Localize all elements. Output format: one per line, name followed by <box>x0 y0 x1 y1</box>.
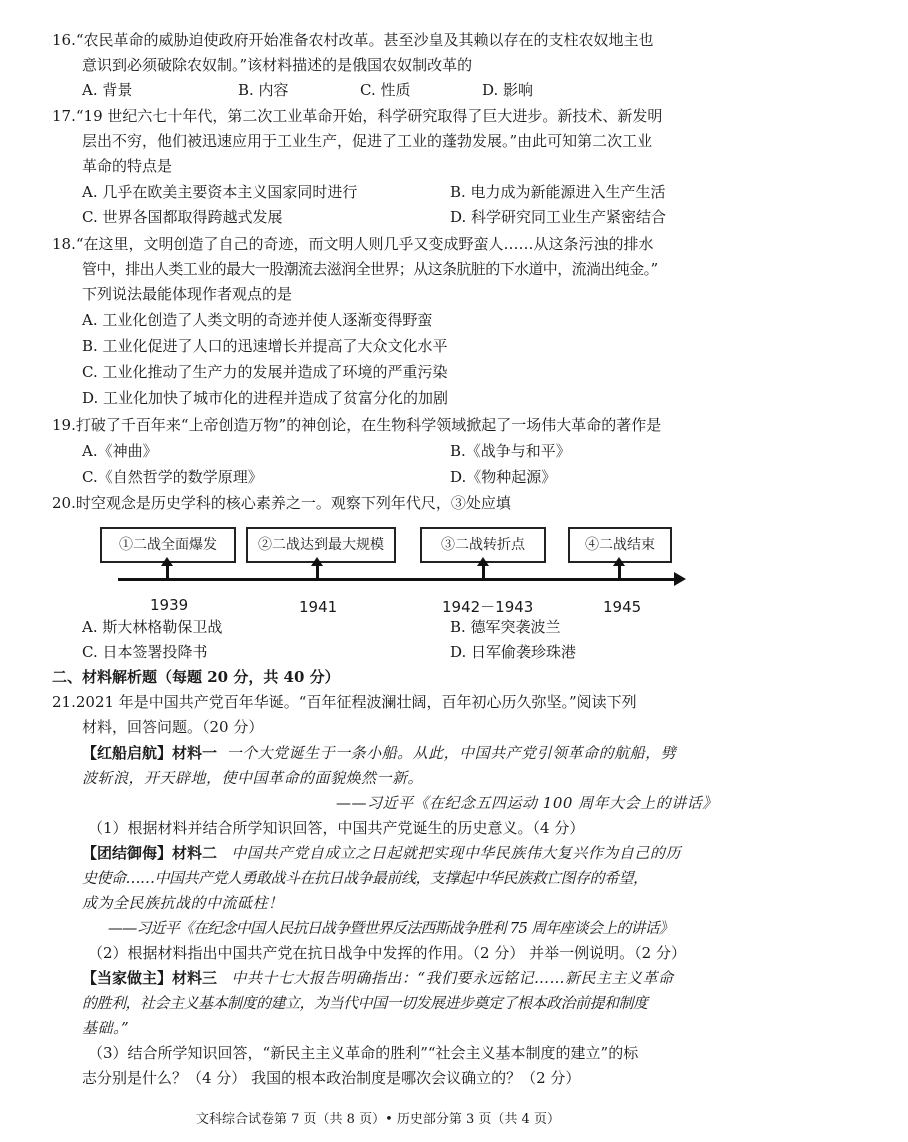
material-2-text3: 成为全民族抗战的中流砥柱！ <box>82 894 284 912</box>
material-1-source: ——习近平《在纪念五四运动 100 周年大会上的讲话》 <box>336 794 718 812</box>
q20-number: 20. <box>52 494 76 512</box>
material-2-label: 材料二 <box>172 844 218 862</box>
timeline-year-1: 1939 <box>150 596 189 614</box>
material-2-tag: 【团结御侮】 <box>82 844 173 862</box>
material-1-label: 材料一 <box>172 744 218 762</box>
q20-stem-text1: 时空观念是历史学科的核心素养之一。观察下列年代尺，③处应填 <box>75 494 511 512</box>
q21-stem-text1: 2021 年是中国共产党百年华诞。“百年征程波澜壮阔，百年初心历久弥坚。”阅读下列 <box>75 693 637 711</box>
material-1-line1 <box>82 743 676 763</box>
material-3-text3: 基础。” <box>82 1019 130 1037</box>
q16-option-d: D. 影响 <box>482 81 534 99</box>
q21-number: 21. <box>52 693 76 711</box>
timeline-year-3: 1942－1943 <box>442 598 534 616</box>
timeline-year-4: 1945 <box>603 598 642 616</box>
timeline-up-arrow-1 <box>166 565 169 579</box>
q19-stem-line1 <box>52 415 661 435</box>
material-1-tag: 【红船启航】 <box>82 744 173 762</box>
q17-option-c: C. 世界各国都取得跨越式发展 <box>82 208 283 226</box>
q20-option-a: A. 斯大林格勒保卫战 <box>82 618 223 636</box>
material-2-text1: 中国共产党自成立之日起就把实现中华民族伟大复兴作为自己的历 <box>231 844 681 862</box>
q17-option-d: D. 科学研究同工业生产紧密结合 <box>450 208 667 226</box>
q20-option-c: C. 日本签署投降书 <box>82 643 208 661</box>
q18-option-c: C. 工业化推动了生产力的发展并造成了环境的严重污染 <box>82 363 448 381</box>
q19-option-c: C.《自然哲学的数学原理》 <box>82 468 263 486</box>
material-2-line1 <box>82 843 681 863</box>
q16-option-a: A. 背景 <box>82 81 133 99</box>
material-1-text2: 波斩浪，开天辟地，使中国革命的面貌焕然一新。 <box>82 769 424 787</box>
q17-number: 17. <box>52 107 76 125</box>
material-3-text2: 的胜利，社会主义基本制度的建立，为当代中国一切发展进步奠定了根本政治前提和制度 <box>82 994 648 1012</box>
q18-stem-line2: 管中，排出人类工业的最大一股潮流去滋润全世界；从这条肮脏的下水道中，流淌出纯金。” <box>82 260 658 278</box>
q18-stem-text1: “在这里，文明创造了自己的奇迹，而文明人则几乎又变成野蛮人……从这条污浊的排水 <box>75 235 654 253</box>
material-2-text2: 史使命……中国共产党人勇敢战斗在抗日战争最前线，支撑起中华民族救亡图存的希望， <box>82 869 648 887</box>
q19-number: 19. <box>52 416 76 434</box>
q16-stem-text1: “农民革命的威胁迫使政府开始准备农村改革。甚至沙皇及其赖以存在的支柱农奴地主也 <box>75 31 654 49</box>
q21-sub3-line1: （3）结合所学知识回答，“新民主主义革命的胜利”“社会主义基本制度的建立”的标 <box>88 1044 639 1062</box>
q20-option-d: D. 日军偷袭珍珠港 <box>450 643 577 661</box>
timeline-box-3: ③二战转折点 <box>420 527 546 563</box>
q16-stem-line2: 意识到必须破除农奴制。”该材料描述的是俄国农奴制改革的 <box>82 56 473 74</box>
q18-stem-line3: 下列说法最能体现作者观点的是 <box>82 285 293 303</box>
material-1-text1: 一个大党诞生于一条小船。从此，中国共产党引领革命的航船，劈 <box>226 744 677 762</box>
q16-number: 16. <box>52 31 76 49</box>
q21-sub1: （1）根据材料并结合所学知识回答，中国共产党诞生的历史意义。（4 分） <box>88 819 585 837</box>
q19-option-d: D.《物种起源》 <box>450 468 557 486</box>
q20-stem-line1 <box>52 493 511 513</box>
q19-option-a: A.《神曲》 <box>82 442 158 460</box>
q21-stem-line2: 材料，回答问题。（20 分） <box>82 718 264 736</box>
timeline-box-1: ①二战全面爆发 <box>100 527 236 563</box>
q16-option-c: C. 性质 <box>360 81 411 99</box>
q18-number: 18. <box>52 235 76 253</box>
q20-option-b: B. 德军突袭波兰 <box>450 618 561 636</box>
timeline-box-2: ②二战达到最大规模 <box>246 527 396 563</box>
q19-stem-text1: 打破了千百年来“上帝创造万物”的神创论，在生物科学领域掀起了一场伟大革命的著作是 <box>75 416 662 434</box>
q17-option-b: B. 电力成为新能源进入生产生活 <box>450 183 666 201</box>
material-3-tag: 【当家做主】 <box>82 969 173 987</box>
material-2-source: ——习近平《在纪念中国人民抗日战争暨世界反法西斯战争胜利 75 周年座谈会上的讲话》 <box>108 919 674 937</box>
q18-option-b: B. 工业化促进了人口的迅速增长并提高了大众文化水平 <box>82 337 448 355</box>
q21-sub2: （2）根据材料指出中国共产党在抗日战争中发挥的作用。（2 分） 并举一例说明。（2 分） <box>88 944 686 962</box>
timeline-up-arrow-4 <box>618 565 621 579</box>
q18-option-a: A. 工业化创造了人类文明的奇迹并使人逐渐变得野蛮 <box>82 311 433 329</box>
material-3-text1: 中共十七大报告明确指出：“我们要永远铭记……新民主主义革命 <box>231 969 674 987</box>
q18-stem-line1 <box>52 234 654 254</box>
q21-sub3-line2: 志分别是什么？（4 分） 我国的根本政治制度是哪次会议确立的？（2 分） <box>82 1069 581 1087</box>
timeline-up-arrow-2 <box>316 565 319 579</box>
q17-option-a: A. 几乎在欧美主要资本主义国家同时进行 <box>82 183 358 201</box>
q17-stem-line3: 革命的特点是 <box>82 157 173 175</box>
material-3-label: 材料三 <box>172 969 218 987</box>
material-3-line1 <box>82 968 674 988</box>
q19-option-b: B.《战争与和平》 <box>450 442 571 460</box>
timeline-axis-arrowhead <box>674 572 686 586</box>
section-2-heading: 二、材料解析题（每题 20 分，共 40 分） <box>52 668 340 686</box>
q17-stem-line1 <box>52 106 662 126</box>
timeline-box-4: ④二战结束 <box>568 527 672 563</box>
q17-stem-text1: “19 世纪六七十年代，第二次工业革命开始，科学研究取得了巨大进步。新技术、新发明 <box>75 107 663 125</box>
q18-option-d: D. 工业化加快了城市化的进程并造成了贫富分化的加剧 <box>82 389 449 407</box>
q16-option-b: B. 内容 <box>238 81 289 99</box>
page-footer: 文科综合试卷第 7 页（共 8 页）• 历史部分第 3 页（共 4 页） <box>196 1112 560 1127</box>
timeline-year-2: 1941 <box>299 598 338 616</box>
timeline-axis <box>118 578 676 581</box>
q17-stem-line2: 层出不穷，他们被迅速应用于工业生产，促进了工业的蓬勃发展。”由此可知第二次工业 <box>82 132 653 150</box>
timeline-up-arrow-3 <box>482 565 485 579</box>
q21-stem-line1 <box>52 692 637 712</box>
q16-stem-line1 <box>52 30 654 50</box>
